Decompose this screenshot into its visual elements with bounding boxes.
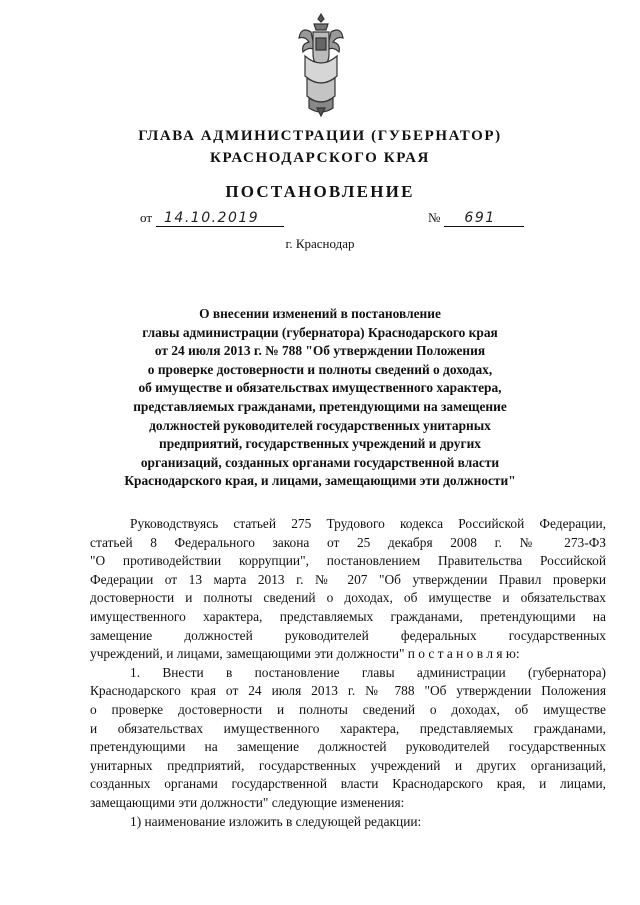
number-field — [428, 210, 524, 227]
body-line: имущественного характера, представляемых гражданами, претендующими на — [90, 608, 606, 624]
body-line: Руководствуясь статьей 275 Трудового кодекса Российской Федерации, — [130, 516, 606, 531]
title-line: должностей руководителей государственных унитарных — [149, 417, 491, 433]
body-line: статьей 8 Федерального закона от 25 декабря 2008 г. № 273-ФЗ — [90, 534, 606, 550]
body-line: унитарных предприятий, государственных учреждений и других организаций, — [90, 757, 606, 773]
body-line: достоверности и полноты сведений о доходах, об имуществе и обязательствах — [90, 590, 606, 606]
title-line: организаций, созданных органами государственной власти — [140, 454, 500, 470]
number-value: 691 — [444, 210, 524, 227]
body-line: созданных органами государственной власти Краснодарского края, и лицами, — [90, 776, 606, 792]
body-line: учреждений, и лицами, замещающими эти должности" п о с т а н о в л я ю: — [90, 646, 520, 662]
body-line: о проверке достоверности и полноты сведений о доходах, об имуществе — [90, 701, 606, 717]
title-line: представляемых гражданами, претендующими на замещение — [133, 398, 507, 414]
title-line: от 24 июля 2013 г. № 788 "Об утверждении Положения — [154, 343, 486, 359]
body-line: 1) наименование изложить в следующей редакции: — [130, 813, 422, 829]
title-line: о проверке достоверности и полноты сведений о доходах, — [147, 361, 493, 377]
organization-title-line-2: КРАСНОДАРСКОГО КРАЯ — [210, 150, 430, 166]
date-prefix: от — [140, 210, 153, 225]
body-line: претендующими на замещение должностей руководителей государственных — [90, 739, 606, 755]
body-line: и обязательствах имущественного характера, представляемых гражданами, — [90, 720, 606, 736]
body-line: "О противодействии коррупции", постановлением Правительства Российской — [90, 553, 606, 569]
date-field — [140, 210, 284, 227]
organization-title-line-1: ГЛАВА АДМИНИСТРАЦИИ (ГУБЕРНАТОР) — [138, 128, 502, 144]
body-line: 1. Внести в постановление главы администрации (губернатора) — [130, 664, 606, 680]
city: г. Краснодар — [285, 236, 355, 251]
document-title — [100, 305, 540, 491]
body-line: Федерации от 13 марта 2013 г. № 207 "Об утверждении Правил проверки — [90, 571, 606, 587]
title-line: О внесении изменений в постановление — [199, 306, 441, 321]
document-body — [90, 515, 606, 831]
body-line: замещение должностей руководителей федеральных государственных — [90, 627, 606, 643]
title-line: Краснодарского края, и лицами, замещающими эти должности" — [124, 473, 516, 489]
krasnodar-coat-of-arms-icon — [297, 12, 345, 120]
body-line: замещающими эти должности" следующие изменения: — [90, 794, 405, 810]
date-value: 14.10.2019 — [156, 210, 284, 227]
title-line: предприятий, государственных учреждений и других — [159, 436, 481, 452]
title-line: главы администрации (губернатора) Краснодарского края — [142, 324, 498, 340]
number-prefix: № — [428, 210, 441, 225]
document-type: ПОСТАНОВЛЕНИЕ — [225, 182, 415, 201]
title-line: об имуществе и обязательствах имущественного характера, — [138, 380, 502, 396]
body-line: Краснодарского края от 24 июля 2013 г. № 788 "Об утверждении Положения — [90, 683, 606, 699]
